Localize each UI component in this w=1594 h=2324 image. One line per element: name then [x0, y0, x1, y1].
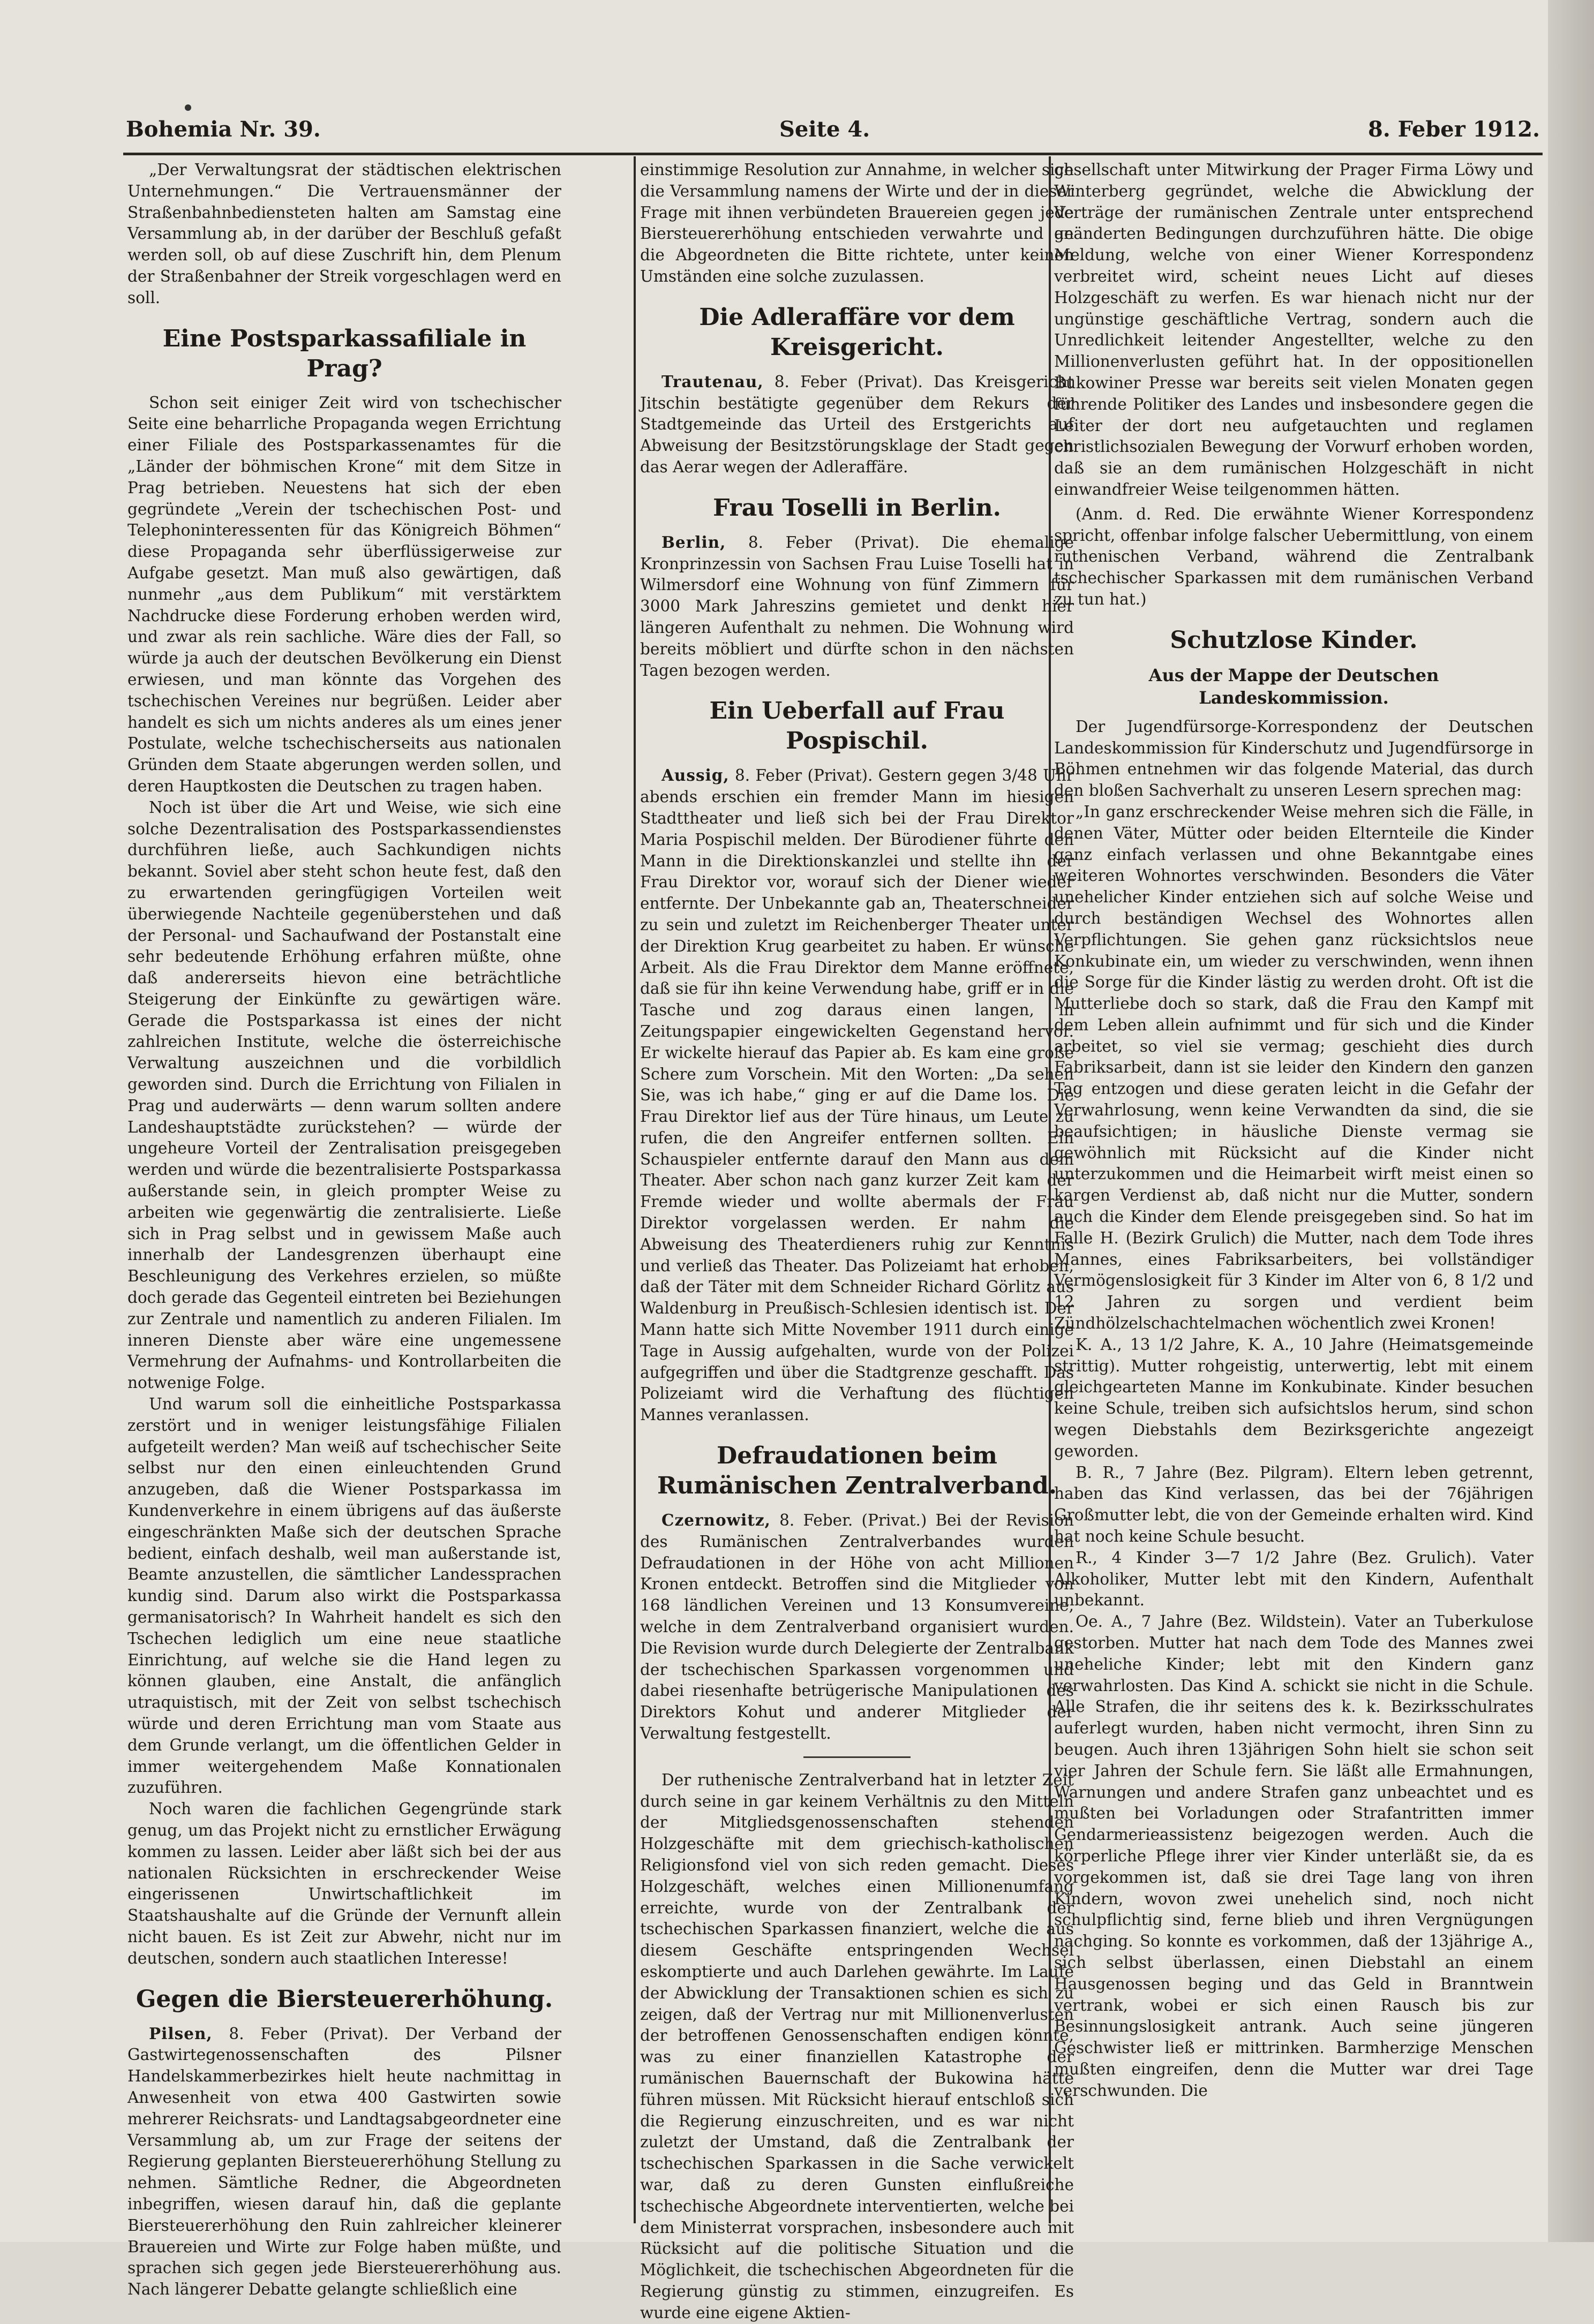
header-date: 8. Feber 1912. [1367, 117, 1540, 142]
page-edge [1548, 0, 1594, 2242]
paragraph [640, 765, 1074, 1426]
paragraph: Der ruthenische Zentralverband hat in letzter Zeit durch seine in gar keinem Verhältnis zu den Mitteln der Mitgliedsgenossenschaften stehenden Holzgeschäfte mit dem griechisch-katholischen Religionsfond viel von sich reden gemacht. Dieses Holzgeschäft, welches einen Millionenumfang erreichte, wurde von der Zentralbank der tschechischen Sparkassen finanziert, welche die aus diesem Geschäfte entspringenden Wechsel eskomptierte und auch Darlehen gewährte. Im Laufe der Abwicklung der Transaktionen schien es sich zu zeigen, daß der Vertrag nur mit Millionenverlusten der betroffenen Genossenschaften endigen könnte, was zu einer finanziellen Katastrophe der rumänischen Bauernschaft der Bukowina hätte führen müssen. Mit Rücksicht hierauf entschloß sich die Regierung einzuschreiten, und es war nicht zuletzt der Umstand, daß die Zentralbank der tschechischen Sparkassen in die Sache verwickelt war, daß zu deren Gunsten einflußreiche tschechische Abgeordnete interventierten, welche bei dem Ministerrat vorsprachen, insbesondere auch mit Rücksicht auf die politische Situation und die Möglichkeit, die tschechischen Abgeordneten für die Regierung günstig zu stimmen, einzugreifen. Es wurde eine eigene Aktien- [640, 1770, 1074, 2322]
headline-toselli: Frau Toselli in Berlin. [713, 494, 1001, 522]
paragraph: Oe. A., 7 Jahre (Bez. Wildstein). Vater an Tuberkulose gestorben. Mutter hat nach dem Tode des Mannes zwei uneheliche Kinder; lebt mit den Kindern ganz verwahrlosten. Das Kind A. schickt sie nicht in die Schule. Alle Strafen, die ihr seitens des k. k. Bezirksschulrates auferlegt wurden, haben nicht vermocht, ihren Sinn zu beugen. Auch ihren 13jährigen Sohn hielt sie schon seit vier Jahren der Schule fern. Sie läßt alle Ermahnungen, Warnungen und andere Strafen ganz unbeachtet und es mußten bei Vorladungen oder Strafantritten immer Gendarmerieassistenz beigezogen werden. Auch die körperliche Pflege ihrer vier Kinder unterläßt sie, da es vorgekommen ist, daß sie drei Tage lang von ihren Kindern, wovon zwei unehelich sind, noch nicht schulpflichtig sind, ferne blieb und ihren Vergnügungen nachging. So konnte es vorkommen, daß der 13jährige A., sich selbst überlassen, einen Diebstahl an einem Hausgenossen beging und das Geld in Branntwein vertrank, wobei er sich einen Rausch bis zur Besinnungslosigkeit antrank. Auch seine jüngeren Geschwister ließ er mittrinken. Barmherzige Menschen mußten eingreifen, denn die Mutter war drei Tage verschwunden. Die [1054, 1612, 1533, 2100]
headline-pospischil: Ein Ueberfall auf Frau Pospischil. [709, 697, 1005, 755]
paragraph: Der Jugendfürsorge-Korrespondenz der Deutschen Landeskommission für Kinderschutz und Jugendfürsorge in Böhmen entnehmen wir das folgende Material, das durch den bloßen Sachverhalt zu unseren Lesern sprechen mag: [1054, 717, 1533, 800]
dateline: Berlin, [661, 532, 726, 552]
column-rule-1 [634, 156, 636, 2223]
header-page-number: Seite 4. [779, 117, 870, 142]
paragraph [640, 371, 1074, 478]
dateline: Aussig, [661, 766, 730, 785]
headline-postsparkassa: Eine Postsparkassafiliale in Prag? [162, 325, 527, 382]
paragraph: Schon seit einiger Zeit wird von tschechischer Seite eine beharrliche Propaganda wegen Errichtung einer Filiale des Postsparkassenamtes für die „Länder der böhmischen Krone“ mit dem Sitze in Prag betrieben. Neuestens hat sich der eben gegründete „Verein der tschechischen Post- und Telephoninteressenten für das Königreich Böhmen“ diese Propaganda sehr überflüssigerweise zur Aufgabe gesetzt. Man muß also gewärtigen, daß nunmehr „aus dem Publikum“ mit verstärktem Nachdrucke diese Forderung erhoben werden wird, und zwar als rein sachliche. Wäre dies der Fall, so würde ja auch der deutschen Bevölkerung ein Dienst erwiesen, und man könnte das Vorgehen des tschechischen Vereines nur begrüßen. Leider aber handelt es sich um nichts anderes als um eines jener Postulate, welche tschechischerseits aus nationalen Gründen dem Staate abgerungen werden sollen, und deren Hauptkosten die Deutschen zu tragen haben. [127, 393, 561, 795]
paragraph: Noch ist über die Art und Weise, wie sich eine solche Dezentralisation des Postsparkassendienstes durchführen ließe, auch Sachkundigen nichts bekannt. Soviel aber steht schon heute fest, daß den zu erwartenden geringfügigen Vorteilen weit überwiegende Nachteile gegenüberstehen und daß der Personal- und Sachaufwand der Postanstalt eine sehr bedeutende Erhöhung erfahren müßte, ohne daß andererseits hievon eine beträchtliche Steigerung der Einkünfte zu gewärtigen wäre. Gerade die Postsparkassa ist eines der nicht zahlreichen Institute, welche die österreichische Verwaltung auszeichnen und die vorbildlich geworden sind. Durch die Errichtung von Filialen in Prag und auderwärts — denn warum sollten andere Landeshauptstädte zurückstehen? — würde der ungeheure Vorteil der Zentralisation preisgegeben werden und würde die bezentralisierte Postsparkassa außerstande sein, in gleich prompter Weise zu arbeiten wie gegenwärtig die zentralisierte. Ließe sich in Prag selbst und in gewissem Maße auch innerhalb der Landesgrenzen überhaupt eine Beschleunigung des Verkehres erzielen, so müßte doch gerade das Gegenteil eintreten bei Beziehungen zur Zentrale und namentlich zu anderen Filialen. Im inneren Dienste aber wäre eine ungemessene Vermehrung der Aufnahms- und Kontrollarbeiten die notwenige Folge. [127, 798, 561, 1392]
column-3 [1054, 160, 1533, 2227]
paragraph-text: 8. Feber (Privat). Gestern gegen 3/48 Uhr abends erschien ein fremder Mann im hiesigen Stadttheater und ließ sich bei der Frau Direktor Maria Pospischil melden. Der Bürodiener führte den Mann in die Direktionskanzlei und stellte ihn der Frau Direktor vor, worauf sich der Diener wieder entfernte. Der Unbekannte gab an, Theaterschneider zu sein und zuletzt im Reichenberger Theater unter der Direktion Krug gearbeitet zu haben. Er wünsche Arbeit. Als die Frau Direktor dem Manne eröffnete, daß sie für ihn keine Verwendung habe, griff er in die Tasche und zog daraus einen langen, in Zeitungspapier eingewickelten Gegenstand hervor. Er wickelte hierauf das Papier ab. Es kam eine große Schere zum Vorschein. Mit den Worten: „Da sehen Sie, was ich habe,“ ging er auf die Dame los. Die Frau Direktor lief aus der Türe hinaus, um Leute zu rufen, die den Angreifer entfernen sollten. Ein Schauspieler entfernte darauf den Mann aus dem Theater. Aber schon nach ganz kurzer Zeit kam der Fremde wieder und wollte abermals der Frau Direktor vorgelassen werden. Er nahm die Abweisung des Theaterdieners ruhig zur Kenntnis und verließ das Theater. Das Polizeiamt hat erhoben, daß der Täter mit dem Schneider Richard Görlitz aus Waldenburg in Preußisch-Schlesien identisch ist. Der Mann hatte sich Mitte November 1911 durch einige Tage in Aussig aufgehalten, wurde von der Polizei aufgegriffen und über die Stadtgrenze geschafft. Das Polizeiamt wird die Verhaftung des flüchtigen Mannes veranlassen. [640, 766, 1074, 1424]
headline-defraudationen: Defraudationen beim Rumänischen Zentralverband. [657, 1442, 1057, 1500]
paragraph-text: 8. Feber (Privat). Der Verband der Gastwirtegenossenschaften des Pilsner Handelskammerbezirkes hielt heute nachmittag in Anwesenheit von etwa 400 Gastwirten sowie mehrerer Reichsrats- und Landtagsabgeordneter eine Versammlung ab, um zur Frage der seitens der Regierung geplanten Biersteuererhöhung Stellung zu nehmen. Sämtliche Redner, die Abgeordneten inbegriffen, wiesen darauf hin, daß die geplante Biersteuererhöhung den Ruin zahlreicher kleinerer Brauereien und Wirte zur Folge haben müßte, und sprachen sich gegen jede Biersteuererhöhung aus. Nach längerer Debatte gelangte schließlich eine [127, 2024, 561, 2299]
column-2 [640, 160, 1074, 2322]
headline-biersteuer: Gegen die Biersteuererhöhung. [136, 1985, 553, 2013]
headline-schutzlose-kinder: Schutzlose Kinder. [1170, 626, 1418, 654]
paragraph: Noch waren die fachlichen Gegengründe stark genug, um das Projekt nicht zu ernstlicher Erwägung kommen zu lassen. Leider aber läßt sich bei der aus nationalen Rücksichten in erschreckender Weise eingerissenen Unwirtschaftlichkeit im Staatshaushalte auf die Gründe der Vernunft allein nicht bauen. Es ist Zeit zur Abwehr, nicht nur im deutschen, sondern auch staatlichen Interesse! [127, 1800, 561, 1967]
paragraph: Und warum soll die einheitliche Postsparkassa zerstört und in weniger leistungsfähige Filialen aufgeteilt werden? Man weiß auf tschechischer Seite selbst nur den einen einleuchtenden Grund anzugeben, daß die Wiener Postsparkassa im Kundenverkehre in einem übrigens auf das äußerste eingeschränkten Maße sich der deutschen Sprache bedient, einfach deshalb, weil man außerstande ist, Beamte anzustellen, die sämtlicher Landessprachen kundig sind. Darum also wirkt die Postsparkassa germanisatorisch? In Wahrheit handelt es sich den Tschechen lediglich um eine neue staatliche Einrichtung, auf welche sie die Hand legen zu können glauben, eine Anstalt, die anfänglich utraquistisch, mit der Zeit von selbst tschechisch würde und deren Errichtung man vom Staate aus dem Grunde verlangt, um die öffentlichen Gelder in immer weitergehendem Maße Konnationalen zuzuführen. [127, 1395, 561, 1797]
paragraph-text: 8. Feber (Privat). Das Kreisgericht Jitschin bestätigte gegenüber dem Rekurs der Stadtgemeinde das Urteil des Erstgerichts auf Abweisung der Besitzstörungsklage der Stadt gegen das Aerar wegen der Adleraffäre. [640, 372, 1074, 476]
subheadline: Aus der Mappe der Deutschen Landeskommission. [1148, 665, 1439, 708]
ink-dot [185, 104, 191, 111]
page-header [126, 117, 1540, 149]
column-1 [127, 160, 561, 2299]
dateline: Czernowitz, [661, 1511, 771, 1530]
paragraph [640, 1510, 1074, 1745]
paragraph: K. A., 13 1/2 Jahre, K. A., 10 Jahre (Heimatsgemeinde strittig). Mutter rohgeistig, unterwertig, lebt mit einem gleichgearteten Manne im Konkubinate. Kinder besuchen keine Schule, treiben sich aufsichtslos herum, sind schon wegen Diebstahls dem Bezirksgerichte angezeigt geworden. [1054, 1335, 1533, 1460]
section-separator [803, 1756, 911, 1758]
paragraph: gesellschaft unter Mitwirkung der Prager Firma Löwy und Winterberg gegründet, welche die Abwicklung der Verträge der rumänischen Zentrale unter entsprechend geänderten Bedingungen durchzuführen hätte. Die obige Meldung, welche von einer Wiener Korrespondenz verbreitet wird, scheint neues Licht auf dieses Holzgeschäft zu werfen. Es war hienach nicht nur der ungünstige geschäftliche Vertrag, sondern auch die Unredlichkeit leitender Angestellter, welche zu den Millionenverlusten geführt hat. In der oppositionellen Bukowiner Presse war bereits seit vielen Monaten gegen führende Politiker des Landes und insbesondere gegen die Leiter der dort neu aufgetauchten und reglamen christlichsozialen Bewegung der Vorwurf erhoben worden, daß sie an dem rumänischen Holzgeschäft in nicht einwandfreier Weise teilgenommen hätten. [1054, 161, 1533, 499]
paragraph [640, 532, 1074, 682]
article-intro-text: „Der Verwaltungsrat der städtischen elektrischen Unternehmungen.“ Die Vertrauensmänner der Straßenbahnbediensteten halten am Samstag eine Versammlung ab, in der darüber der Beschluß gefaßt werden soll, ob auf diese Zuschrift hin, dem Plenum der Straßenbahner der Streik vorgeschlagen werd en soll. [127, 161, 561, 307]
paragraph: R., 4 Kinder 3—7 1/2 Jahre (Bez. Grulich). Vater Alkoholiker, Mutter lebt mit den Kindern, Aufenthalt unbekannt. [1054, 1548, 1533, 1610]
header-issue: Bohemia Nr. 39. [126, 117, 321, 142]
paragraph [127, 2023, 561, 2300]
dateline: Trautenau, [661, 372, 764, 391]
paragraph-text: 8. Feber. (Privat.) Bei der Revision des Rumänischen Zentralverbandes wurden Defraudationen in der Höhe von acht Millionen Kronen entdeckt. Betroffen sind die Mitglieder von 168 ländlichen Vereinen und 13 Konsumvereine, welche in dem Zentralverband organisiert wurden. Die Revision wurde durch Delegierte der Zentralbank der tschechischen Sparkassen vorgenommen und dabei riesenhafte betrügerische Manipulationen des Direktors Kohut und anderer Mitglieder der Verwaltung festgestellt. [640, 1511, 1074, 1743]
dateline: Pilsen, [149, 2024, 213, 2043]
headline-adleraffaere: Die Adleraffäre vor dem Kreisgericht. [699, 303, 1015, 361]
editor-note: (Anm. d. Red. Die erwähnte Wiener Korrespondenz spricht, offenbar infolge falscher Uebermittlung, von einem ruthenischen Verband, während die Zentralbank tschechischer Sparkassen mit dem rumänischen Verband zu tun hat.) [1054, 504, 1533, 608]
paragraph: einstimmige Resolution zur Annahme, in welcher sich die Versammlung namens der Wirte und der in dieser Frage mit ihnen verbündeten Brauereien gegen jede Biersteuererhöhung entschieden verwahrte und an die Abgeordneten die Bitte richtete, unter keinen Umständen eine solche zuzulassen. [640, 161, 1074, 285]
header-rule [123, 153, 1543, 155]
paragraph: „In ganz erschreckender Weise mehren sich die Fälle, in denen Väter, Mütter oder beiden Elternteile die Kinder ganz einfach verlassen und ohne Bekanntgabe eines weiteren Wohnortes verschwinden. Besonders die Väter unehelicher Kinder entziehen sich auf solche Weise und durch beständigen Wechsel des Wohnortes allen Verpflichtungen. Sie gehen ganz rücksichtslos neue Konkubinate ein, um wieder zu verschwinden, wenn ihnen die Sorge für die Kinder lästig zu werden droht. Oft ist die Mutterliebe doch so stark, daß die Frau den Kampf mit dem Leben allein aufnimmt und für sich und die Kinder arbeitet, so viel sie vermag; geschieht dies durch Fabriksarbeit, dann ist sie leider den Kindern den ganzen Tag entzogen und diese geraten leicht in die Gefahr der Verwahrlosung, wenn keine Verwandten da sind, die sie beaufsichtigen; in häusliche Dienste vermag sie gewöhnlich mit Rücksicht auf die Kinder nicht unterzukommen und die Heimarbeit wirft meist einen so kargen Verdienst ab, daß nicht nur die Mutter, sondern auch die Kinder dem Elende preisgegeben sind. So hat im Falle H. (Bezirk Grulich) die Mutter, nach dem Tode ihres Mannes, eines Fabriksarbeiters, bei vollständiger Vermögenslosigkeit für 3 Kinder im Alter von 6, 8 1/2 und 12 Jahren zu sorgen und verdient beim Zündhölzelschachtelmachen wöchentlich zwei Kronen! [1054, 802, 1533, 1333]
paragraph: B. R., 7 Jahre (Bez. Pilgram). Eltern leben getrennt, haben das Kind verlassen, das bei der 76jährigen Großmutter lebt, die von der Gemeinde erhalten wird. Kind hat noch keine Schule besucht. [1054, 1463, 1533, 1546]
paragraph-text: 8. Feber (Privat). Die ehemalige Kronprinzessin von Sachsen Frau Luise Toselli hat in Wilmersdorf eine Wohnung von fünf Zimmern für 3000 Mark Jahreszins gemietet und denkt hier längeren Aufenthalt zu nehmen. Die Wohnung wird bereits möbliert und dürfte schon in den nächsten Tagen bezogen werden. [640, 533, 1074, 680]
